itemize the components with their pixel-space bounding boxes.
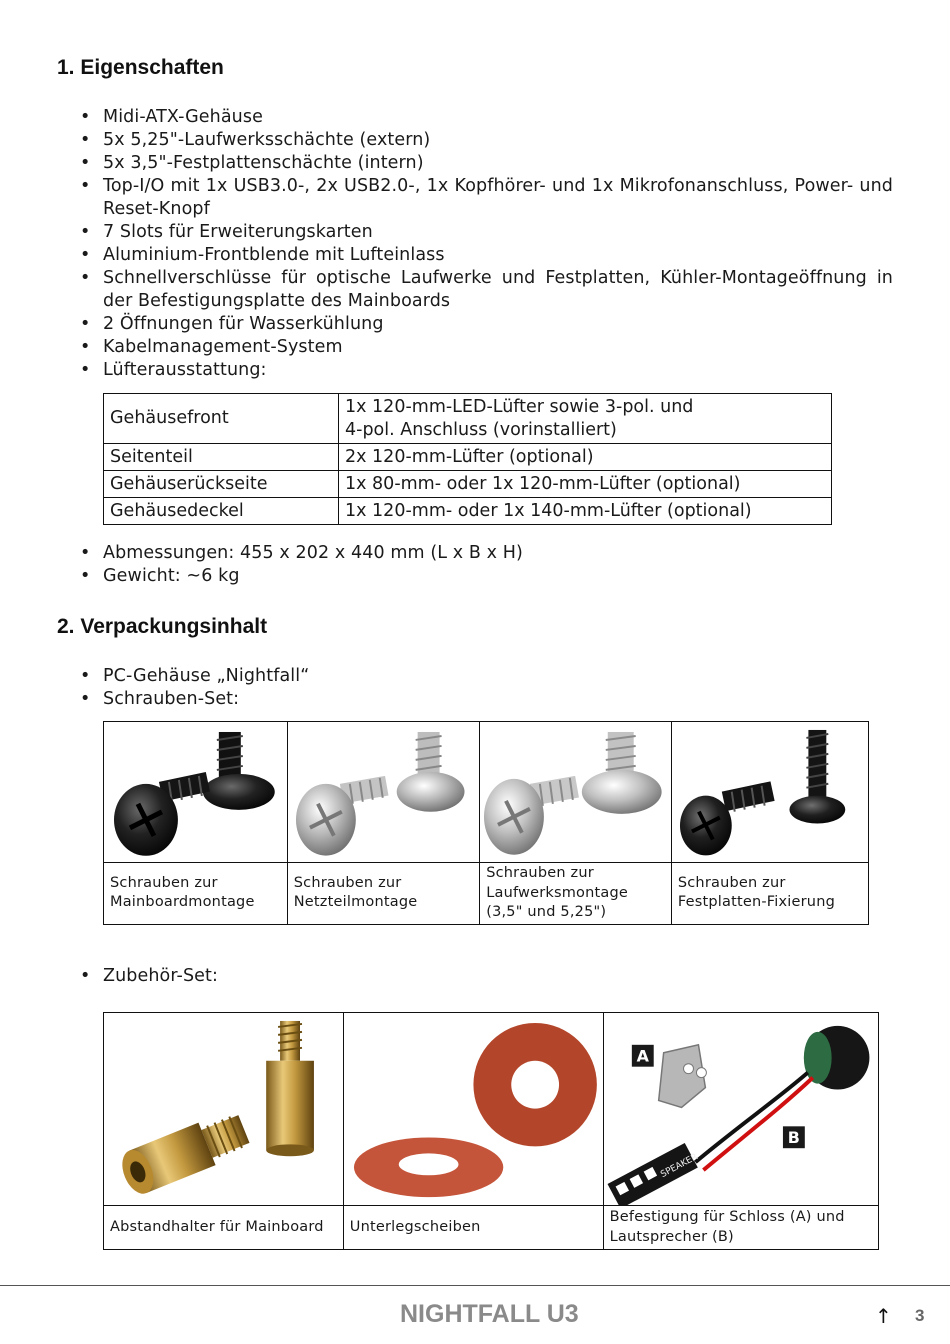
screw-photo-cell [480,722,672,863]
table-row [104,394,832,444]
table-row [104,1206,879,1250]
caption-line: Schrauben zur [677,874,786,891]
features-list-continued [80,542,893,588]
page-number: 3 [915,1306,925,1325]
table-row [104,862,869,924]
fan-table [103,393,832,525]
caption-line: Laufwerksmontage [486,884,628,901]
hdd-screw-image [672,722,868,861]
accessory-set-table [103,1012,879,1250]
caption-line: Schrauben zur [486,865,594,882]
table-row [104,471,832,498]
fan-position-cell: Gehäusedeckel [104,498,339,525]
section-heading-features: 1. Eigenschaften [57,56,224,79]
section-heading-package: 2. Verpackungsinhalt [57,615,268,638]
accessory-list [80,965,893,988]
fan-position-cell: Gehäuserückseite [104,471,339,498]
caption-line: Mainboardmontage [110,894,255,911]
caption-line: Befestigung für Schloss (A) und [609,1209,845,1226]
accessory-caption: Abstandhalter für Mainboard [104,1206,344,1250]
drive-screw-image [480,722,671,862]
features-list [80,106,893,382]
table-row [104,444,832,471]
screw-photo-cell [104,722,288,863]
list-item: • Gewicht: ~6 kg [80,565,893,588]
accessory-photo-cell [343,1013,603,1206]
fan-position-cell: Gehäusefront [104,394,339,444]
arrow-up-icon[interactable]: ↑ [875,1304,892,1328]
list-item: • 2 Öffnungen für Wasserkühlung [80,313,893,336]
screw-set-table [103,721,869,925]
footer-divider [0,1285,950,1286]
fan-spec-cell: 2x 120-mm-Lüfter (optional) [339,444,832,471]
caption-line: Lautsprecher (B) [609,1228,734,1245]
list-item: • Schrauben-Set: [80,688,893,711]
label-b: B [787,1128,800,1148]
list-item: • Kabelmanagement-System [80,336,893,359]
accessory-caption: Unterlegscheiben [343,1206,603,1250]
list-item: • 5x 3,5"-Festplattenschächte (intern) [80,152,893,175]
washer-image [344,1013,603,1205]
table-row [104,1013,879,1206]
label-a: A [636,1046,649,1066]
accessory-caption [603,1206,878,1250]
caption-line: Schrauben zur [293,874,402,891]
list-item: • Midi-ATX-Gehäuse [80,106,893,129]
screw-photo-cell [671,722,868,863]
screw-caption [287,862,479,924]
black-screw-image [104,722,287,862]
fan-position-cell: Seitenteil [104,444,339,471]
screw-caption [671,862,868,924]
screw-caption [104,862,288,924]
fan-spec-line: 1x 120-mm-LED-Lüfter sowie 3-pol. und [345,396,694,417]
standoff-image [104,1013,343,1205]
caption-line: Netzteilmontage [293,894,418,911]
silver-screw-image [288,722,479,862]
list-item: • 5x 5,25"-Laufwerksschächte (extern) [80,129,893,152]
list-item: • Lüfterausstattung: [80,359,893,382]
accessory-photo-cell [104,1013,344,1206]
list-item: • 7 Slots für Erweiterungskarten [80,221,893,244]
caption-line: Schrauben zur [110,874,218,891]
list-item: • Aluminium-Frontblende mit Lufteinlass [80,244,893,267]
screw-photo-cell [287,722,479,863]
fan-spec-cell [339,394,832,444]
fan-spec-cell: 1x 80-mm- oder 1x 120-mm-Lüfter (optional) [339,471,832,498]
list-item: • Schnellverschlüsse für optische Laufwerke und Festplatten, Kühler-Montageöffnung in der Befestigungsplatte des Mainboards [80,267,893,313]
fan-spec-line: 4-pol. Anschluss (vorinstalliert) [345,419,617,440]
list-item: • Abmessungen: 455 x 202 x 440 mm (L x B x H) [80,542,893,565]
connector-label: SPEAKER [658,1152,700,1181]
caption-line: Festplatten-Fixierung [677,894,835,911]
table-row [104,722,869,863]
accessory-photo-cell [603,1013,878,1206]
caption-line: (3,5" und 5,25") [486,904,607,921]
list-item: • Top-I/O mit 1x USB3.0-, 2x USB2.0-, 1x Kopfhörer- und 1x Mikrofonanschluss, Power- und Reset-Knopf [80,175,893,221]
screw-caption [480,862,672,924]
list-item: • Zubehör-Set: [80,965,893,988]
table-row [104,498,832,525]
footer-logo: NIGHTFALL U3 [400,1300,579,1328]
package-list [80,665,893,711]
speaker-mount-image [604,1013,878,1205]
fan-spec-cell: 1x 120-mm- oder 1x 140-mm-Lüfter (optional) [339,498,832,525]
list-item: • PC-Gehäuse „Nightfall“ [80,665,893,688]
